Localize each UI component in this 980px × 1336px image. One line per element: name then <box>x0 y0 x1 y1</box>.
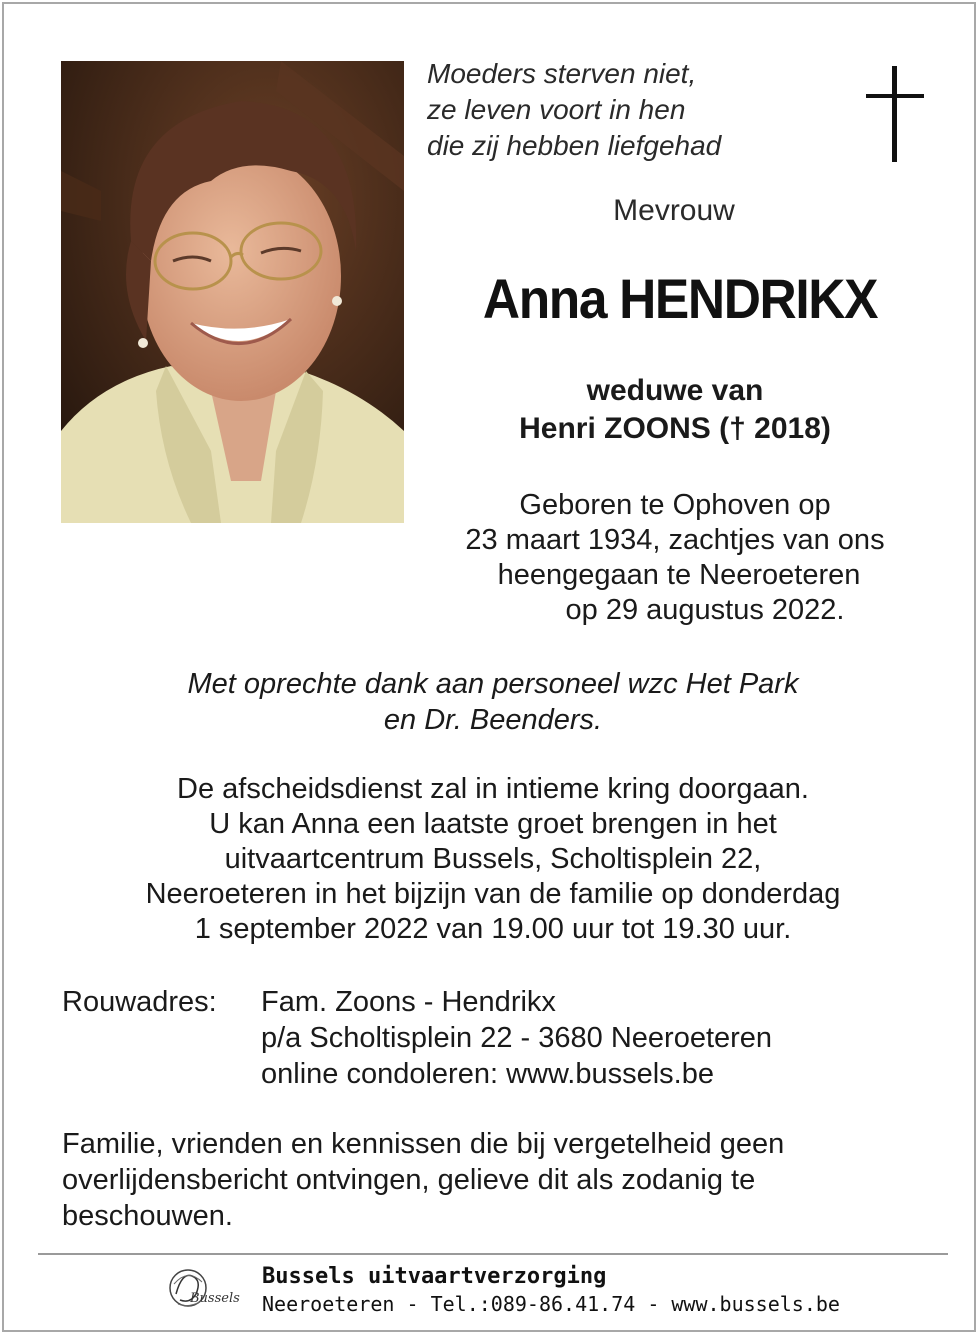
portrait-illustration <box>61 61 404 523</box>
company-contact: Neeroeteren - Tel.:089-86.41.74 - www.bussels.be <box>262 1292 840 1316</box>
thanks-block <box>64 666 922 738</box>
service-line: U kan Anna een laatste groet brengen in het <box>209 808 777 840</box>
widow-label: weduwe van <box>586 374 764 407</box>
notice-block <box>62 1126 852 1234</box>
service-block <box>64 772 922 947</box>
honorific-title: Mevrouw <box>613 194 735 227</box>
cross-icon <box>866 66 924 162</box>
birth-death-line: heengegaan te Neeroeteren <box>497 559 861 591</box>
birth-death-block <box>444 488 906 628</box>
birth-death-line: 23 maart 1934, zachtjes van ons <box>465 524 885 556</box>
service-line: uitvaartcentrum Bussels, Scholtisplein 22, <box>224 843 762 875</box>
address-label: Rouwadres: <box>62 986 217 1018</box>
birth-death-line: Geboren te Ophoven op <box>519 489 831 521</box>
spouse-name: Henri ZOONS († 2018) <box>519 412 831 445</box>
logo-text: Bussels <box>190 1291 240 1306</box>
notice-line: overlijdensbericht ontvingen, gelieve dit als zodanig te <box>62 1164 756 1196</box>
poem-line: ze leven voort in hen <box>427 94 686 125</box>
birth-death-line: op 29 augustus 2022. <box>565 594 845 626</box>
company-info <box>262 1262 840 1316</box>
bussels-logo <box>166 1264 248 1316</box>
thanks-line: Met oprechte dank aan personeel wzc Het Park <box>187 668 799 700</box>
address-line: Fam. Zoons - Hendrikx <box>261 986 556 1018</box>
widow-block <box>444 372 906 448</box>
address-line: p/a Scholtisplein 22 - 3680 Neeroeteren <box>261 1022 773 1054</box>
company-name: Bussels uitvaartverzorging <box>262 1264 607 1289</box>
deceased-name: Anna HENDRIKX <box>482 267 878 330</box>
obituary-card <box>2 2 976 1332</box>
poem-line: Moeders sterven niet, <box>427 58 697 89</box>
thanks-line: en Dr. Beenders. <box>383 704 603 736</box>
notice-line: beschouwen. <box>62 1200 233 1232</box>
poem-line: die zij hebben liefgehad <box>427 130 722 161</box>
footer-divider <box>38 1253 948 1255</box>
poem <box>427 56 827 164</box>
service-line: Neeroeteren in het bijzijn van de familie op donderdag <box>145 878 841 910</box>
service-line: De afscheidsdienst zal in intieme kring doorgaan. <box>177 773 809 805</box>
condolence-link[interactable]: online condoleren: www.bussels.be <box>261 1058 714 1090</box>
portrait-photo <box>61 61 404 523</box>
service-line: 1 september 2022 van 19.00 uur tot 19.30 uur. <box>194 913 792 945</box>
notice-line: Familie, vrienden en kennissen die bij vergetelheid geen <box>62 1128 785 1160</box>
